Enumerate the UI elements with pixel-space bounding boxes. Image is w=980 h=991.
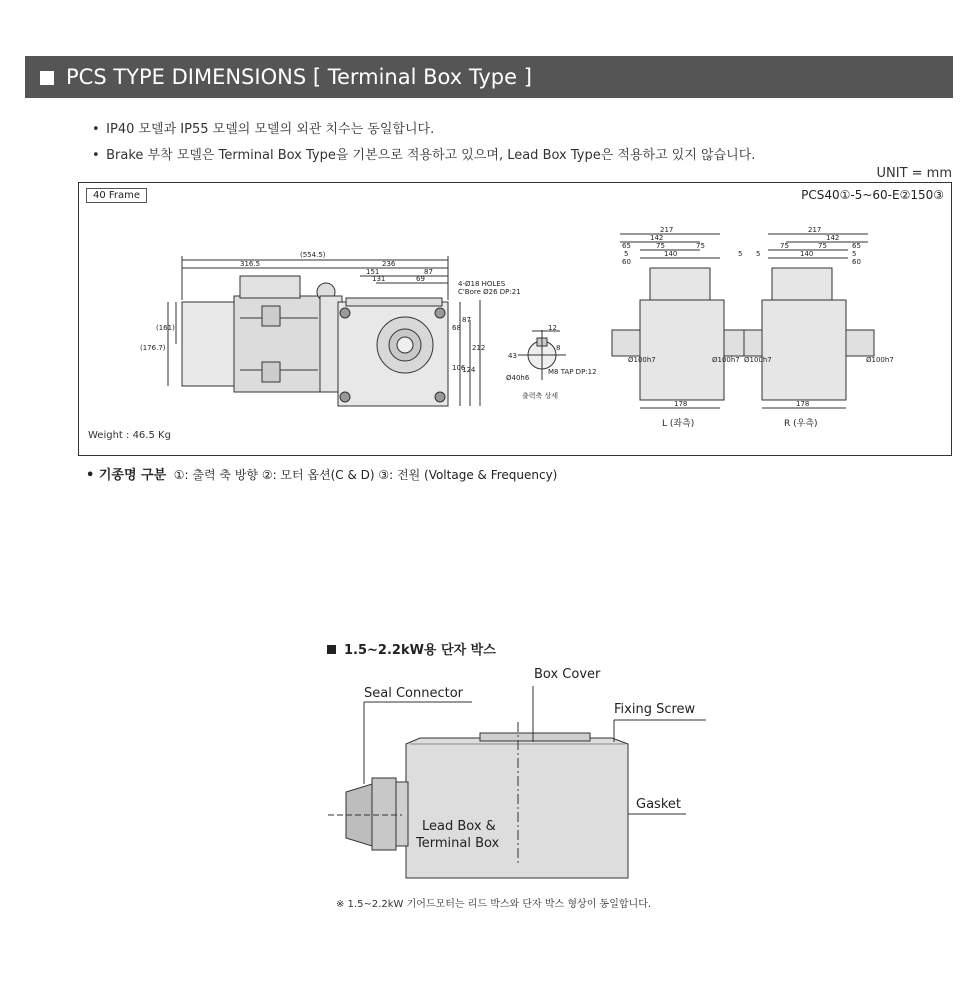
dim-h124: 124 [462,366,476,374]
dim-l5a: 5 [624,250,629,258]
dim-shaft12: 12 [548,324,557,332]
dim-87: 87 [424,268,433,276]
dim-69: 69 [416,275,425,283]
dim-holes: 4-Ø18 HOLES [458,280,506,288]
motor-end-cap [182,302,238,386]
unit-label: UNIT = mm [876,166,952,181]
dim-l5b: 5 [738,250,743,258]
dim-161: (161) [156,324,175,332]
box-cover-top [480,733,590,741]
dim-shaft43: 43 [508,352,517,360]
frame-tag: 40 Frame [86,188,147,203]
dim-l217: 217 [660,226,674,234]
dim-l75b: 75 [696,242,705,250]
dim-r217: 217 [808,226,822,234]
dim-h106: 106 [452,364,466,372]
dim-l65: 65 [622,242,631,250]
seal-connector-nut [372,778,396,850]
label-seal-connector: Seal Connector [364,686,464,701]
dim-h87: 87 [462,316,471,324]
weight-label: Weight : 46.5 Kg [88,430,171,441]
dim-236: 236 [382,260,396,268]
terminal-box-side [240,276,300,298]
dim-3165: 316.5 [240,260,261,268]
note-brake: • Brake 부착 모델은 Terminal Box Type을 기본으로 적용하고 있으며, Lead Box Type은 적용하고 있지 않습니다. [92,148,756,163]
left-view-label: L (좌측) [662,419,695,429]
model-code: PCS40①-5~60-E②150③ [801,188,944,202]
label-gasket: Gasket [636,797,681,812]
dim-l75a: 75 [656,242,665,250]
shaft-detail-note: 출력축 상세 [522,392,559,400]
right-view-label: R (우측) [784,419,818,429]
dim-cbore: C'Bore Ø26 DP:21 [458,288,521,296]
label-lead-box-1: Lead Box & [422,819,496,834]
dim-r142: 142 [826,234,840,242]
dim-overall: (554.5) [300,251,326,259]
dim-tap: M8 TAP DP:12 [548,368,597,376]
dim-l60: 60 [622,258,631,266]
dim-shaft8: 8 [556,344,561,352]
dim-r75b: 75 [818,242,827,250]
label-fixing-screw: Fixing Screw [614,702,696,717]
dim-r-shaft: Ø100h7 [744,356,772,364]
model-legend: • 기종명 구분 ①: 출력 축 방향 ②: 모터 옵션(C & D) ③: 전원 (Voltage & Frequency) [86,468,558,483]
dim-1767: (176.7) [140,344,166,352]
terminal-box-footnote: ※ 1.5~2.2kW 기어드모터는 리드 박스와 단자 박스 형상이 동일합니다. [336,899,652,910]
label-box-cover: Box Cover [534,667,601,682]
label-lead-box-2: Terminal Box [416,836,500,851]
right-view-body [762,300,846,400]
square-bullet-icon [327,645,336,654]
dim-r75a: 75 [780,242,789,250]
dim-r5a: 5 [756,250,761,258]
dim-l-shaft2: Ø100h7 [712,356,740,364]
dim-shaft-dia: Ø40h6 [506,374,530,382]
terminal-box-body [406,738,628,878]
dim-r5b: 5 [852,250,857,258]
dim-l142: 142 [650,234,664,242]
dim-l178: 178 [674,400,688,408]
note-ip-models: • IP40 모델과 IP55 모델의 모델의 외관 치수는 동일합니다. [92,122,435,137]
dim-r178: 178 [796,400,810,408]
section-title: PCS TYPE DIMENSIONS [ Terminal Box Type ] [66,65,532,89]
dim-l140: 140 [664,250,678,258]
dim-h212: 212 [472,344,486,352]
dim-r60: 60 [852,258,861,266]
terminal-box-title: 1.5~2.2kW용 단자 박스 [327,639,496,658]
dim-h68: 68 [452,324,461,332]
dim-r-shaft2: Ø100h7 [866,356,894,364]
dim-151: 151 [366,268,380,276]
dim-131: 131 [372,275,386,283]
dim-r65: 65 [852,242,861,250]
dim-r140: 140 [800,250,814,258]
left-view-body [640,300,724,400]
dim-l-shaft: Ø100h7 [628,356,656,364]
